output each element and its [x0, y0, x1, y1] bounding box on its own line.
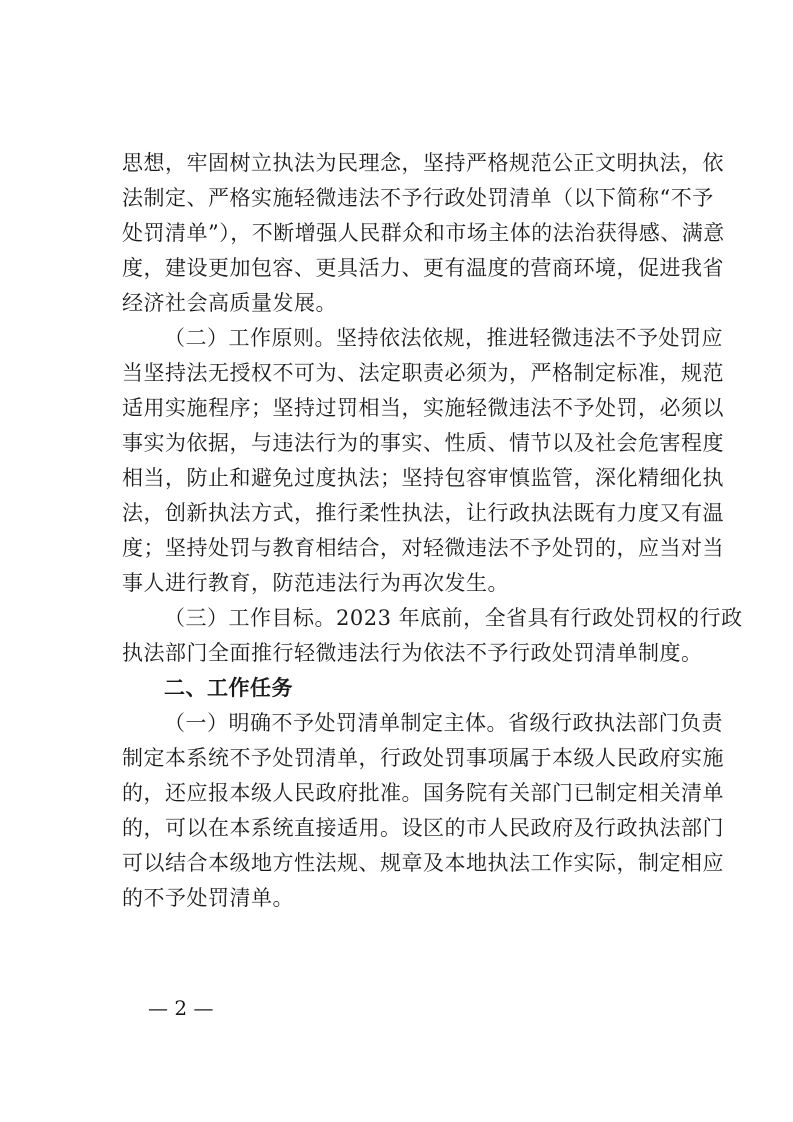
- paragraph-task-one: （一）明确不予处罚清单制定主体。省级行政执法部门负责: [164, 711, 723, 735]
- text-line: 事人进行教育，防范违法行为再次发生。: [122, 571, 509, 595]
- text-line: 当坚持法无授权不可为、法定职责必须为，严格制定标准，规范: [122, 361, 724, 385]
- text-line: 处罚清单”），不断增强人民群众和市场主体的法治获得感、满意: [122, 221, 725, 245]
- text-line: 可以结合本级地方性法规、规章及本地执法工作实际，制定相应: [122, 851, 724, 875]
- text-line: 法制定、严格实施轻微违法不予行政处罚清单（以下简称“不予: [122, 186, 714, 210]
- page-number: — 2 —: [148, 996, 214, 1020]
- text-line: 的，还应报本级人民政府批准。国务院有关部门已制定相关清单: [122, 781, 724, 805]
- text-line: 度，建设更加包容、更具活力、更有温度的营商环境，促进我省: [122, 256, 724, 280]
- text-line: 法，创新执法方式，推行柔性执法，让行政执法既有力度又有温: [122, 501, 724, 525]
- text-line: 执法部门全面推行轻微违法行为依法不予行政处罚清单制度。: [122, 641, 703, 665]
- section-heading: 二、工作任务: [164, 676, 293, 700]
- text-line: 适用实施程序；坚持过罚相当，实施轻微违法不予处罚，必须以: [122, 396, 724, 420]
- text-line: 的不予处罚清单。: [122, 886, 294, 910]
- paragraph-work-principles: （二）工作原则。坚持依法依规，推进轻微违法不予处罚应: [164, 326, 723, 350]
- text-line: 度；坚持处罚与教育相结合，对轻微违法不予处罚的，应当对当: [122, 536, 724, 560]
- text-line: 事实为依据，与违法行为的事实、性质、情节以及社会危害程度: [122, 431, 724, 455]
- paragraph-work-goals: （三）工作目标。2023 年底前，全省具有行政处罚权的行政: [164, 606, 743, 630]
- text-line: 制定本系统不予处罚清单，行政处罚事项属于本级人民政府实施: [122, 746, 724, 770]
- text-line: 相当，防止和避免过度执法；坚持包容审慎监管，深化精细化执: [122, 466, 724, 490]
- text-line: 经济社会高质量发展。: [122, 291, 337, 315]
- text-line: 的，可以在本系统直接适用。设区的市人民政府及行政执法部门: [122, 816, 724, 840]
- text-line: 思想，牢固树立执法为民理念，坚持严格规范公正文明执法，依: [122, 151, 724, 175]
